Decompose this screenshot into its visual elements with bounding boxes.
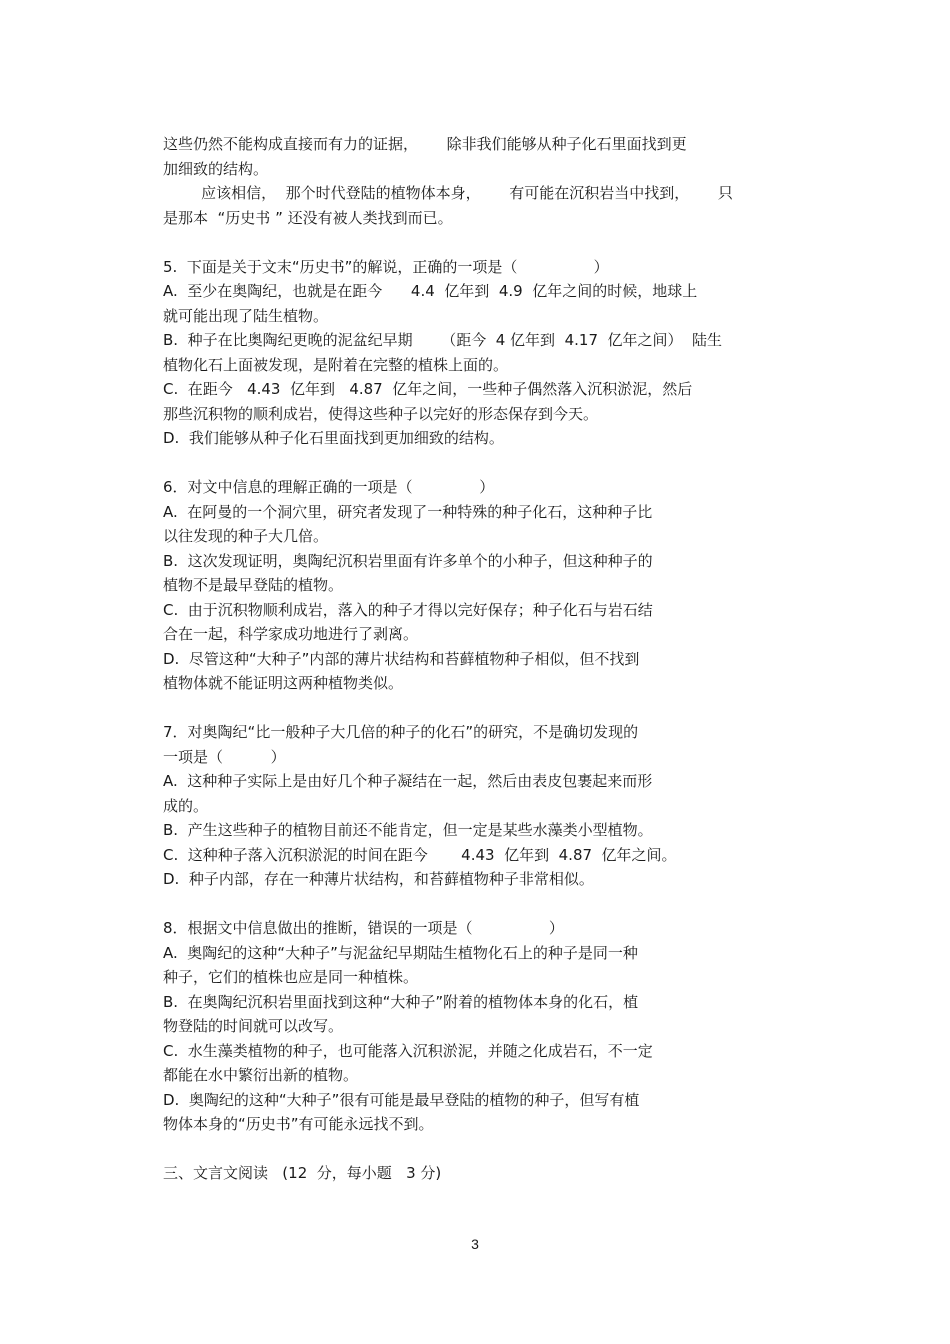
option-b-cont: 物登陆的时间就可以改写。	[163, 1017, 344, 1035]
question-stem: 6．对文中信息的理解正确的一项是（ ）	[163, 478, 495, 496]
option-c-cont: 都能在水中繁衍出新的植物。	[163, 1066, 359, 1084]
option-c: C. 由于沉积物顺利成岩，落入的种子才得以完好保存；种子化石与岩石结	[163, 600, 653, 619]
text-line: 应该相信， 那个时代登陆的植物体本身， 有可能在沉积岩当中找到， 只	[163, 184, 733, 202]
question-5	[163, 255, 795, 451]
option-c-cont: 合在一起，科学家成功地进行了剥离。	[163, 625, 419, 643]
spacer	[163, 230, 795, 255]
option-b: B. 产生这些种子的植物目前还不能肯定，但一定是某些水藻类小型植物。	[163, 821, 653, 839]
option-c: C. 水生藻类植物的种子，也可能落入沉积淤泥，并随之化成岩石，不一定	[163, 1041, 653, 1060]
option-d: D. 奥陶纪的这种“大种子”很有可能是最早登陆的植物的种子，但写有植	[163, 1090, 640, 1109]
option-d: D. 尽管这种“大种子”内部的薄片状结构和苔藓植物种子相似，但不找到	[163, 649, 640, 668]
document-page	[163, 132, 795, 1186]
option-a-cont: 就可能出现了陆生植物。	[163, 306, 329, 325]
option-c-cont: 那些沉积物的顺利成岩，使得这些种子以完好的形态保存到今天。	[163, 404, 599, 423]
option-b-cont: 植物化石上面被发现，是附着在完整的植株上面的。	[163, 355, 509, 374]
text-line: 是那本 “历史书 ” 还没有被人类找到而已。	[163, 208, 453, 227]
option-c: C. 这种种子落入沉积淤泥的时间在距今 4.43 亿年到 4.87 亿年之间。	[163, 845, 677, 864]
option-a: A. 这种种子实际上是由好几个种子凝结在一起，然后由表皮包裹起来而形	[163, 772, 653, 790]
text-line: 这些仍然不能构成直接而有力的证据， 除非我们能够从种子化石里面找到更	[163, 135, 687, 153]
option-d-cont: 植物体就不能证明这两种植物类似。	[163, 674, 404, 692]
option-a-cont: 以往发现的种子大几倍。	[163, 527, 329, 545]
question-stem: 5. 下面是关于文末“历史书”的解说，正确的一项是（ ）	[163, 257, 609, 276]
question-8	[163, 916, 795, 1137]
spacer	[163, 451, 795, 476]
option-d: D. 种子内部，存在一种薄片状结构，和苔藓植物种子非常相似。	[163, 870, 594, 888]
page-number: 3	[471, 1236, 479, 1252]
section-heading: 三、文言文阅读 (12 分，每小题 3 分)	[163, 1164, 442, 1182]
option-b: B. 种子在比奥陶纪更晚的泥盆纪早期 （距今 4 亿年到 4.17 亿年之间） 陆生	[163, 331, 723, 349]
text-line: 加细致的结构。	[163, 159, 269, 178]
question-7	[163, 720, 795, 892]
question-stem: 7．对奥陶纪“比一般种子大几倍的种子的化石”的研究，不是确切发现的	[163, 723, 639, 741]
passage-continuation	[163, 132, 795, 230]
option-b: B. 在奥陶纪沉积岩里面找到这种“大种子”附着的植物体本身的化石，植	[163, 992, 639, 1011]
question-stem: 8．根据文中信息做出的推断，错误的一项是（ ）	[163, 919, 564, 937]
option-d: D. 我们能够从种子化石里面找到更加细致的结构。	[163, 429, 504, 447]
spacer	[163, 1137, 795, 1162]
option-b: B. 这次发现证明，奥陶纪沉积岩里面有许多单个的小种子，但这种种子的	[163, 551, 653, 570]
option-c: C. 在距今 4.43 亿年到 4.87 亿年之间，一些种子偶然落入沉积淤泥，然后	[163, 380, 693, 398]
option-a: A. 奥陶纪的这种“大种子”与泥盆纪早期陆生植物化石上的种子是同一种	[163, 943, 638, 962]
option-a: A. 至少在奥陶纪，也就是在距今 4.4 亿年到 4.9 亿年之间的时候，地球上	[163, 282, 698, 300]
option-a-cont: 成的。	[163, 796, 209, 815]
option-d-cont: 物体本身的“历史书”有可能永远找不到。	[163, 1115, 434, 1133]
question-6	[163, 475, 795, 696]
option-a-cont: 种子，它们的植株也应是同一种植株。	[163, 968, 419, 986]
spacer	[163, 892, 795, 917]
option-a: A. 在阿曼的一个洞穴里，研究者发现了一种特殊的种子化石，这种种子比	[163, 502, 653, 521]
spacer	[163, 696, 795, 721]
question-stem-cont: 一项是（ ）	[163, 747, 286, 766]
option-b-cont: 植物不是最早登陆的植物。	[163, 576, 344, 594]
